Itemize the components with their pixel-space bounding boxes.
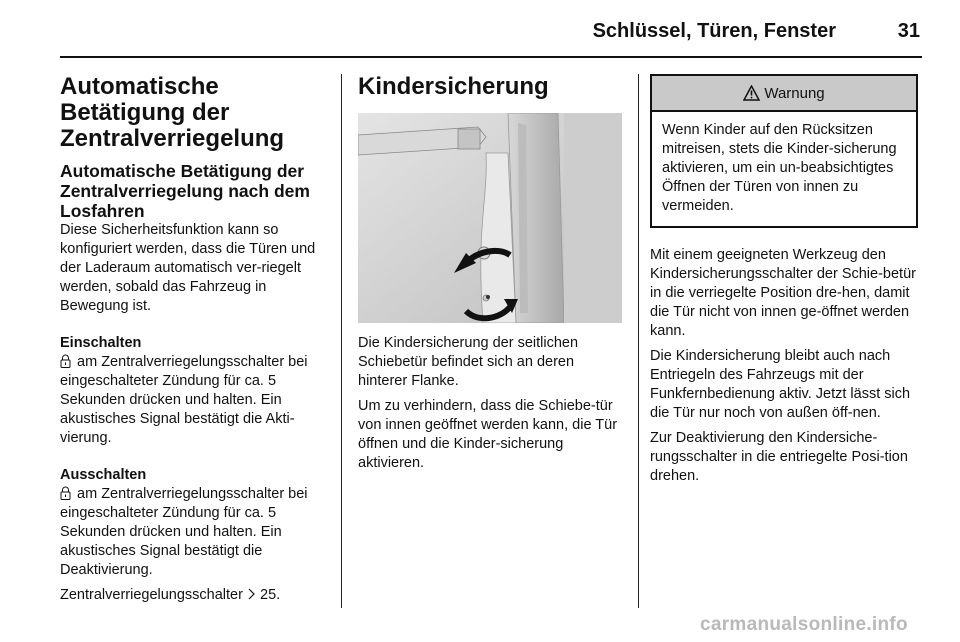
reference-page[interactable]: 25. [260, 587, 281, 603]
reference-text: Zentralverriegelungsschalter [60, 587, 243, 603]
warning-box [650, 74, 918, 228]
column-auto-locking [60, 74, 328, 605]
disable-text: am Zentralverriegelungsschalter bei eingeschalteter Zündung für ca. 5 Sekunden drücken und halten. Ein akustisches Signal bestätigt die Deaktivierung. [60, 486, 308, 578]
intro-paragraph: Diese Sicherheitsfunktion kann so konfiguriert werden, dass die Türen und der Laderaum automatisch ver-riegelt werden, sobald das Fahrzeug in Bewegung ist. [60, 222, 316, 314]
lock-button-icon [60, 354, 71, 368]
warning-header [652, 76, 916, 112]
activation-instruction-paragraph: Mit einem geeigneten Werkzeug den Kindersicherungsschalter der Schie-betür in die verriegelte Position dre-hen, damit die Tür nicht von innen ge-öffnet werden kann. [650, 247, 916, 339]
remote-behavior-paragraph: Die Kindersicherung bleibt auch nach Entriegeln des Fahrzeugs mit der Funkfernbedienung aktiv. Jetzt lässt sich die Tür nur noch von außen öff-nen. [650, 348, 911, 421]
page-number: 31 [897, 20, 920, 42]
enable-text: am Zentralverriegelungsschalter bei eingeschalteter Zündung für ca. 5 Sekunden drücken und halten. Ein akustisches Signal bestätigt die Akti-vierung. [60, 354, 308, 446]
subsection-heading: Automatische Betätigung der Zentralverriegelung nach dem Losfahren [60, 161, 310, 221]
header-title: Schlüssel, Türen, Fenster [592, 20, 836, 42]
lock-button-icon [60, 486, 71, 500]
page-header [60, 14, 922, 58]
column-child-lock [358, 74, 622, 473]
section-heading: Automatische Betätigung der Zentralverriegelung [60, 73, 285, 152]
activation-paragraph: Um zu verhindern, dass die Schiebe-tür von innen geöffnet werden kann, die Tür öffnen und die Kinder-sicherung aktivieren. [358, 398, 618, 471]
warning-triangle-icon [743, 85, 760, 101]
warning-text: Wenn Kinder auf den Rücksitzen mitreisen, stets die Kinder-sicherung aktivieren, um ein un-beabsichtigtes Öffnen der Türen von innen zu vermeiden. [662, 122, 897, 214]
enable-paragraph [60, 353, 328, 448]
warning-title: Warnung [764, 84, 825, 102]
child-lock-illustration [358, 113, 622, 323]
reference-paragraph [60, 586, 328, 605]
disable-paragraph [60, 485, 328, 580]
deactivation-paragraph: Zur Deaktivierung den Kindersiche-rungsschalter in die entriegelte Posi-tion drehen. [650, 430, 908, 484]
enable-heading: Einschalten [60, 335, 142, 351]
column-divider [638, 74, 639, 608]
disable-heading: Ausschalten [60, 467, 147, 483]
section-heading: Kindersicherung [358, 73, 549, 100]
column-warning-and-instructions [650, 74, 922, 486]
location-paragraph: Die Kindersicherung der seitlichen Schiebetür befindet sich an deren hinterer Flanke. [358, 335, 579, 389]
column-divider [341, 74, 342, 608]
watermark-logo: carmanualsonline.info [700, 614, 908, 635]
page-reference-arrow-icon [247, 588, 256, 600]
